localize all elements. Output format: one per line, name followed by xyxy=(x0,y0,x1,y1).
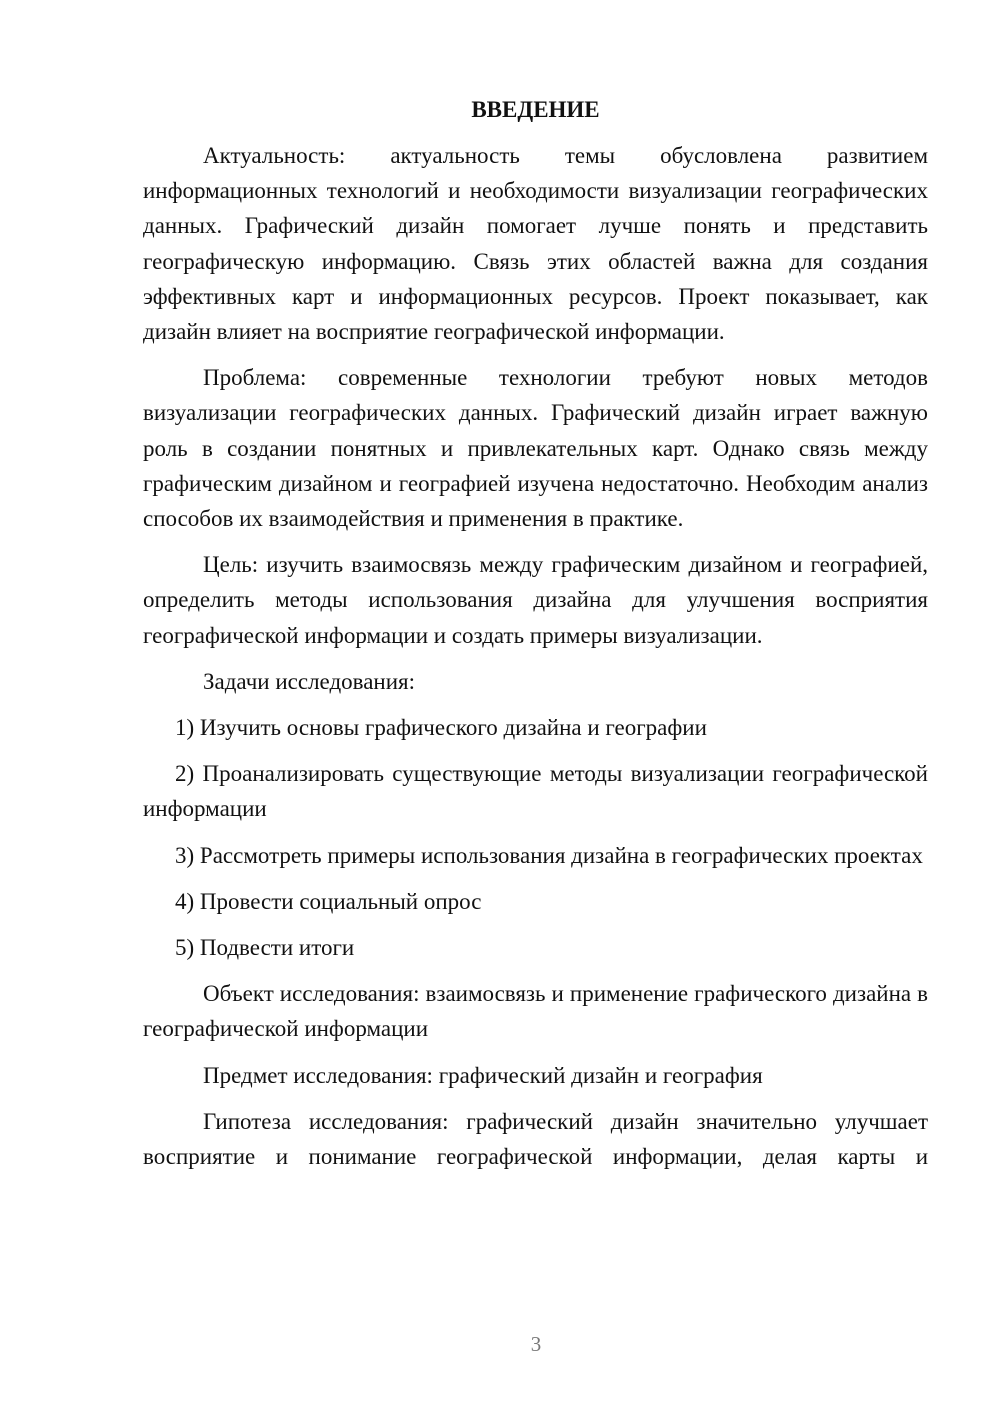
page-number: 3 xyxy=(530,1332,542,1356)
task-item-3: 3) Рассмотреть примеры использования дизайна в географических проектах xyxy=(175,842,923,868)
paragraph-goal: Цель: изучить взаимосвязь между графическим дизайном и географией, определить методы использования дизайна для улучшения восприятия географической информации и создать примеры визуализации. xyxy=(143,552,928,648)
task-item-4: 4) Провести социальный опрос xyxy=(175,888,482,914)
paragraph-problem: Проблема: современные технологии требуют новых методов визуализации географических данных. Графический дизайн играет важную роль в создании понятных и привлекательных карт. Однако связь между графическим дизайном и географией изучена недостаточно. Необходим анализ способов их взаимодействия и применения в практике. xyxy=(143,365,928,532)
task-item-1: 1) Изучить основы графического дизайна и географии xyxy=(175,715,707,741)
section-title: ВВЕДЕНИЕ xyxy=(471,97,600,122)
page-content xyxy=(143,92,928,1185)
paragraph-subject: Предмет исследования: графический дизайн и география xyxy=(203,1062,763,1088)
task-item-5: 5) Подвести итоги xyxy=(175,935,355,961)
paragraph-tasks-heading: Задачи исследования: xyxy=(203,668,416,694)
paragraph-object: Объект исследования: взаимосвязь и применение графического дизайна в географической информации xyxy=(143,981,928,1042)
task-item-2: 2) Проанализировать существующие методы визуализации географической информации xyxy=(143,761,928,822)
paragraph-hypothesis: Гипотеза исследования: графический дизайн значительно улучшает восприятие и понимание географической информации, делая карты и xyxy=(143,1108,928,1170)
paragraph-relevance: Актуальность: актуальность темы обусловлена развитием информационных технологий и необходимости визуализации географических данных. Графический дизайн помогает лучше понять и представить географическую информацию. Связь этих областей важна для создания эффективных карт и информационных ресурсов. Проект показывает, как дизайн влияет на восприятие географической информации. xyxy=(143,143,928,345)
